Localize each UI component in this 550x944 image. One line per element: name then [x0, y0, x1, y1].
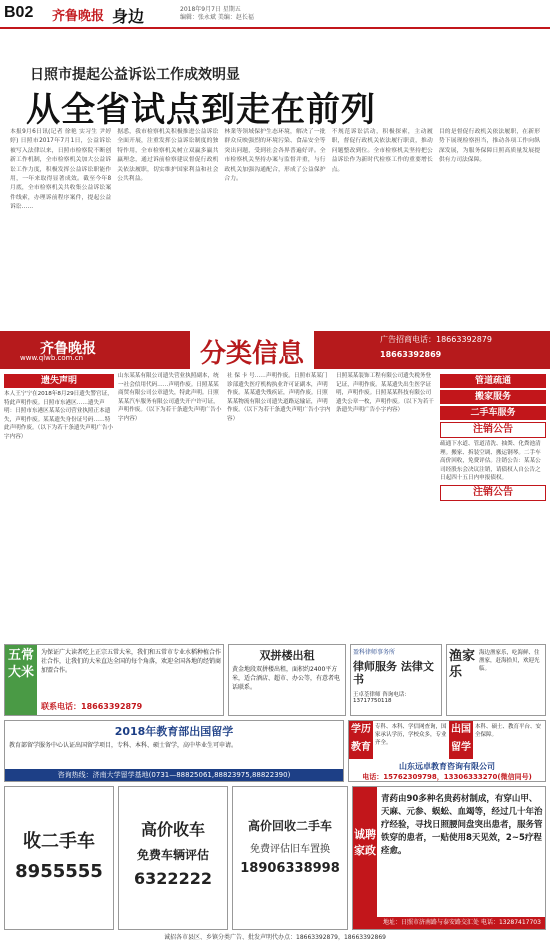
article-column: 不规范诉讼活动，积极探索，主动履职，督促行政机关依法履行职责，推动问题整改到位。全市检察机关坚持把公益诉讼作为新时代检察工作的重要增长点。	[331, 129, 433, 173]
classified-column	[227, 372, 332, 640]
ad-medicine-label: 诚聘家政	[353, 787, 377, 929]
classified-column	[118, 372, 223, 640]
classified-column	[4, 372, 114, 640]
edu-label-1: 学历教育	[349, 721, 373, 759]
ad-usedcar-3-title: 高价回收二手车	[247, 819, 332, 833]
article-subtitle: 日照市提起公益诉讼工作成效明显	[30, 67, 240, 83]
article-column: 本报9月6日讯(记者 徐艳 实习生 尹婷婷) 日照市2017年7月1日，公益诉讼被写入法律以来，日照市检察院不断创新工作机制，全市检察机关加大公益诉讼工作力度，积极发挥公益诉讼职能作用，一年来取得显著成效。截至今年8月底，全市检察机关共收集公益诉讼案件线索，办理诉前程序案件，提起公益诉讼……	[10, 129, 112, 211]
classified-column-services	[440, 372, 546, 640]
section-header-cancel: 注销公告	[440, 422, 546, 438]
page-label: B02	[4, 4, 34, 21]
ad-building-text: 黄金地段双拼楼出租，面积约2400平方米，适合酒店、超市、办公等，有意者电话联系。	[232, 666, 341, 691]
ad-building-title: 双拼楼出租	[259, 649, 315, 662]
classified-text: 山东某某有限公司遗失营业执照副本，统一社会信用代码……声明作废。日照某某商贸有限公司公章遗失，特此声明。日照某某汽车服务有限公司遗失开户许可证，声明作废。（以下为若干条遗失声明广告小字内容）	[118, 373, 222, 422]
classified-column	[336, 372, 436, 640]
article-column: 林業等领域保护生态环境，解决了一批群众反映强烈的环境污染、食品安全等突出问题，受到社会各界普遍好评。全市检察机关坚持办案与监督并重，与行政机关加强沟通配合，形成了公益保护合力。	[224, 129, 326, 183]
article-title: 从全省试点到走在前列	[26, 90, 376, 130]
ad-usedcar-3-sub: 免费评估旧车置换	[250, 844, 330, 855]
study-text: 教育部留学服务中心认证出国留学项目，专科、本科、硕士留学，高中毕业生可申请。	[9, 742, 238, 749]
banner-phone2: 18663392869	[380, 350, 442, 359]
classifieds-area	[4, 372, 546, 640]
section-header-pipe: 管道疏通	[440, 374, 546, 388]
ad-building	[228, 644, 346, 716]
classified-text: 疏通下水道、管道清洗、抽粪、化粪池清理。搬家、拆装空调、搬运钢琴。二手车高价回收，免费评估。注销公告：某某公司经股东会决议注销，请债权人自公告之日起四十五日内申报债权。	[440, 441, 541, 482]
edu-tel: 电话：15762309798，13306333270(微信同号)	[362, 773, 532, 781]
header-meta	[180, 6, 280, 22]
banner-website: www.qlwb.com.cn	[20, 354, 83, 362]
ad-law-firm: 盈科律师事务所	[353, 649, 396, 656]
section-header-lost: 遗失声明	[4, 374, 114, 388]
ad-usedcar-2-sub: 免费车辆评估	[136, 848, 209, 862]
section-header-moving: 搬家服务	[440, 390, 546, 404]
section-header-usedcar: 二手车服务	[440, 406, 546, 420]
study-title: 2018年教育部出国留学	[114, 725, 234, 738]
edu-text-2: 本科、硕士、教育平台、安全保障。	[475, 724, 542, 738]
study-tel: 咨询热线：济南大学留学基地(0731—88825061,88823975,88822390)	[5, 769, 343, 781]
banner-phone: 广告招商电话：18663392879	[380, 335, 492, 344]
newspaper-logo: 齐鲁晚报	[52, 9, 105, 24]
ad-usedcar-2-title: 高价收车	[140, 820, 205, 839]
article-body	[10, 128, 540, 318]
page-footer: 诚招各市县区、乡镇分类广告、批发声明代办点：18663392879，18663392869	[0, 932, 550, 944]
ad-usedcar-3-tel: 18906338998	[240, 861, 340, 876]
banner-heading: 分类信息	[190, 331, 314, 372]
ad-usedcar-2	[118, 786, 228, 930]
banner-brand: 齐鲁晚报	[40, 341, 96, 357]
ad-medicine	[352, 786, 546, 930]
ad-usedcar-3	[232, 786, 348, 930]
ad-medicine-text: 青药由90多种名贵药材制成，有穿山甲、天麻、元参、蜈蚣、血竭等，经过几十年治疗经验，寻找日照腰间盘突出患者，服务管铁穿的患者，一贴使用8天见效，2~5疗程痊愈。	[381, 794, 543, 856]
ad-fishing-title: 渔家乐	[449, 649, 476, 680]
section-title: 身边	[112, 7, 145, 26]
edu-label-2: 出国留学	[449, 721, 473, 759]
classified-text: 日照某某装饰工程有限公司遗失税务登记证，声明作废。某某遗失出生医学证明，声明作废。日照某某科技有限公司遗失公章一枚，声明作废。（以下为若干条遗失声明广告小字内容）	[336, 373, 434, 414]
header-divider	[0, 27, 550, 29]
header-editor: 编辑：张永斌 美编：赵长福	[180, 14, 254, 21]
classified-text: 社 保 卡 号……声明作废。日照市某某门诊部遗失医疗机构执业许可证副本，声明作废。某某遗失残疾证，声明作废。日照某某物流有限公司遗失道路运输证，声明作废。（以下为若干条遗失声明广告小字内容）	[227, 373, 331, 422]
edu-text-1: 专科、本科、学信网查询，国家承认学历，学校众多，专业齐全。	[375, 724, 447, 746]
article-column: 据悉，我市检察机关积极推进公益诉讼全面开展，注重发挥公益诉讼制度的独特作用，全市检察机关树立双赢多赢共赢理念，通过诉前检察建议督促行政机关依法履职，切实维护国家利益和社会公共利益。	[117, 129, 219, 183]
ad-rice-tel: 联系电话：18663392879	[41, 702, 143, 711]
ad-rice-title: 五常大米	[5, 645, 37, 715]
header-date: 2018年9月7日 星期五	[180, 6, 241, 13]
ad-law-tel: 王卓荃律师 咨询电话：13717750118	[353, 692, 410, 704]
ad-usedcar-2-tel: 6322222	[134, 869, 212, 888]
ad-law	[350, 644, 442, 716]
ad-rice-text: 为保证广大读者吃上正宗五常大米，我们和五常市专业水稻种植合作社合作，让我们的大米直达全国的每个角落，欢迎全国各地的经销商加盟合作。	[41, 649, 222, 674]
ad-medicine-tel: 地址：日照市济南路与泰安路交汇处 电话：13287417703	[377, 917, 546, 929]
ad-fishing	[446, 644, 546, 716]
ad-education	[348, 720, 546, 782]
classified-text: 本人王宁宁在2018年8月29日遗失警官证，特此声明作废。日照市东港区……遗失声明：日照市东港区某某公司营业执照正本遗失，声明作废。某某遗失身份证号码……特此声明作废。（以下为若干条遗失声明广告小字内容）	[4, 391, 114, 440]
ad-usedcar-1-tel: 8955555	[15, 861, 103, 882]
edu-school: 山东远卓教育咨询有限公司	[399, 762, 495, 771]
ad-rice	[4, 644, 224, 716]
ad-study-abroad	[4, 720, 344, 782]
ad-usedcar-1	[4, 786, 114, 930]
article-column: 目的是督促行政机关依法履职，在新形势下展现检察担当，推动各项工作向纵深发展，为服务保障日照高质量发展提供有力司法保障。	[438, 129, 540, 164]
ad-usedcar-1-title: 收二手车	[23, 831, 95, 852]
section-header-cancel: 注销公告	[440, 485, 546, 501]
ad-law-title: 律师服务 法律文书	[353, 660, 434, 686]
ad-fishing-text: 海边渔家乐，吃海鲜、住渔家，赶海拾贝，欢迎光临。	[479, 650, 540, 672]
